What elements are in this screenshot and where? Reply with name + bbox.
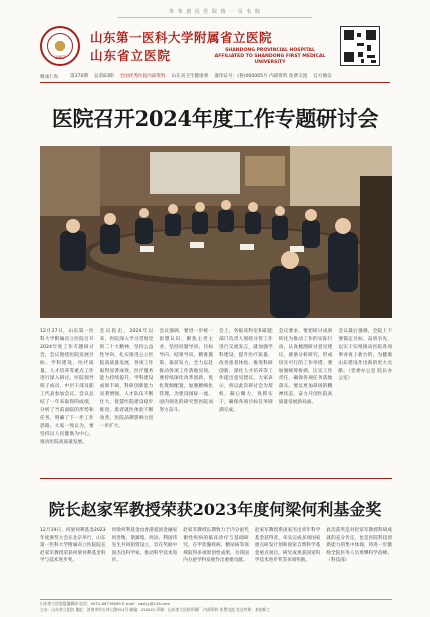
permit-info: 准印证号：(鲁)000005号 内部资料 免费交流 bbox=[214, 74, 308, 79]
hospital-logo-icon bbox=[40, 26, 80, 66]
total-issue: 总第83期 bbox=[93, 74, 114, 79]
article1-column: 会议要求，要把研讨成果转化为推动工作的实际行动，认真梳理研讨意见建议，逐条分析研究，形成切实可行的工作举措。要加强统筹协调，压实工作责任，确保各项任务落地落实。要以更加昂扬的精神状态，奋力开创医院高质量发展新局面。 bbox=[278, 329, 333, 406]
hospital-name-english bbox=[200, 48, 340, 66]
meeting-photo bbox=[40, 146, 392, 318]
issue-note-1: 全国优秀医院内部资料 bbox=[119, 74, 166, 79]
logo-year: 1897 bbox=[54, 55, 66, 60]
article1-body bbox=[40, 328, 392, 476]
article2-body bbox=[40, 527, 392, 597]
article1-column: 会议指出，2024年以来，医院深入学习贯彻党的二十大精神，坚持公益性导向，扎实推进公立医院高质量发展，各项工作取得显著成效。医疗服务能力持续提升，学科建设成果丰硕，科研创新能力显著增强，人才队伍不断壮大，智慧医院建设稳步推进，患者就医体验不断改善，医院品牌影响力进一步扩大。 bbox=[99, 329, 154, 429]
article-divider bbox=[40, 478, 392, 479]
masthead bbox=[40, 24, 390, 70]
article1-headline: 医院召开2024年度工作专题研讨会 bbox=[51, 106, 379, 131]
hospital-tagline: 精诚仁和 bbox=[40, 75, 59, 80]
masthead-motto: 拳 拳 惠 民 医 院 愤 一 员 名 院 bbox=[169, 9, 261, 15]
footer-rule bbox=[40, 599, 392, 600]
qr-code-icon bbox=[340, 26, 380, 66]
article1-column: 会议最后强调，全院上下要锚定目标、奋勇争先，以实干实绩推动医院各项事业再上新台阶，为健康山东建设作出新的更大贡献。（党委办公室 院长办公室） bbox=[338, 329, 393, 382]
issue-info-row bbox=[70, 73, 400, 79]
footer-publisher: 主办：山东省立医院 地址：济南市经五纬七路324号 邮编：250021 印刷：山东省立医院印刷厂 内部资料 免费交流 发送对象：本院职工 bbox=[40, 607, 271, 612]
website-label: 官方微信 bbox=[313, 74, 332, 79]
issue-number: 第370期 bbox=[70, 74, 88, 79]
article2-column: 赵家军教授系国家杰出青年科学基金获得者，牵头完成多项国家重点研发计划和国家自然科学基金重点项目，研究成果获国家科学技术进步奖等多项奖励。 bbox=[254, 528, 321, 564]
motto-divider bbox=[118, 17, 312, 18]
article2-column: 此次获奖是对赵家军教授科研成就的充分肯定，也是医院科技创新能力的集中体现，将进一步激励全院医务人员勇攀科学高峰。（科技部） bbox=[326, 528, 392, 564]
article2-column: 赵家军教授长期致力于内分泌代谢性疾病的临床诊疗与基础研究，在甲状腺疾病、糖尿病等领域取得多项原创性成果，为我国内分泌学科发展作出重要贡献。 bbox=[183, 528, 249, 564]
hospital-name-short: 山东省立医院 bbox=[90, 48, 172, 63]
article1-column: 会上，各临床科室和职能部门负责人围绕分管工作进行交流发言，就加强学科建设、提升医疗质量、改善患者体验、推进科研创新、深化人才培养等工作提出意见建议。大家表示，将以此次研讨会为契机，凝心聚力、真抓实干，确保各项目标任务圆满完成。 bbox=[219, 329, 273, 414]
article2-column: 12月19日，何梁何利基金2023年度颁奖大会在北京举行，山东第一医科大学附属省立医院院长赵家军教授荣获何梁何利基金科学与技术进步奖。 bbox=[40, 528, 106, 564]
article1-column: 会议强调，要进一步统一思想认识，聚焦主责主业，坚持问题导向、目标导向、结果导向，精准施策、靠前发力，全力以赴推动各项工作落地见效。要持续深化改革创新，优化资源配置，加强精细化管理，为建设国际一流、国内领先的研究型医院而努力奋斗。 bbox=[159, 329, 214, 414]
article2-headline: 院长赵家军教授荣获2023年度何梁何利基金奖 bbox=[48, 500, 382, 519]
article2-column: 何梁何利基金由香港爱国金融家何善衡、梁銶琚、何添、利国伟先生共同捐资设立，旨在奖励中国杰出科学家，推动科学技术进步。 bbox=[111, 528, 178, 564]
name-en-line1: SHANDONG PROVINCIAL HOSPITAL bbox=[225, 48, 315, 53]
footer-contact: 山东省立医院报编辑部 电话：0531-68776065 E-mail：sdslyy@126.com bbox=[40, 601, 171, 606]
name-en-line2: AFFILIATED TO SHANDONG FIRST MEDICAL UNIVERSITY bbox=[214, 54, 326, 65]
issue-note-2: 山东省卫生健康委 bbox=[171, 74, 209, 79]
article1-column: 12月27日，山东第一医科大学附属省立医院召开2024年度工作专题研讨会，会议围绕医院发展目标、学科建设、医疗质量、人才培养等重点工作进行深入研讨。医院领导班子成员、中层干部及职工代表参加会议。会议总结了一年来取得的成绩，分析了当前面临的形势和任务，明确了下一步工作思路。大家一致认为，要坚持以人民健康为中心，推动医院高质量发展。 bbox=[40, 329, 94, 445]
masthead-rule bbox=[40, 82, 390, 83]
hospital-name-full: 山东第一医科大学附属省立医院 bbox=[90, 30, 273, 45]
